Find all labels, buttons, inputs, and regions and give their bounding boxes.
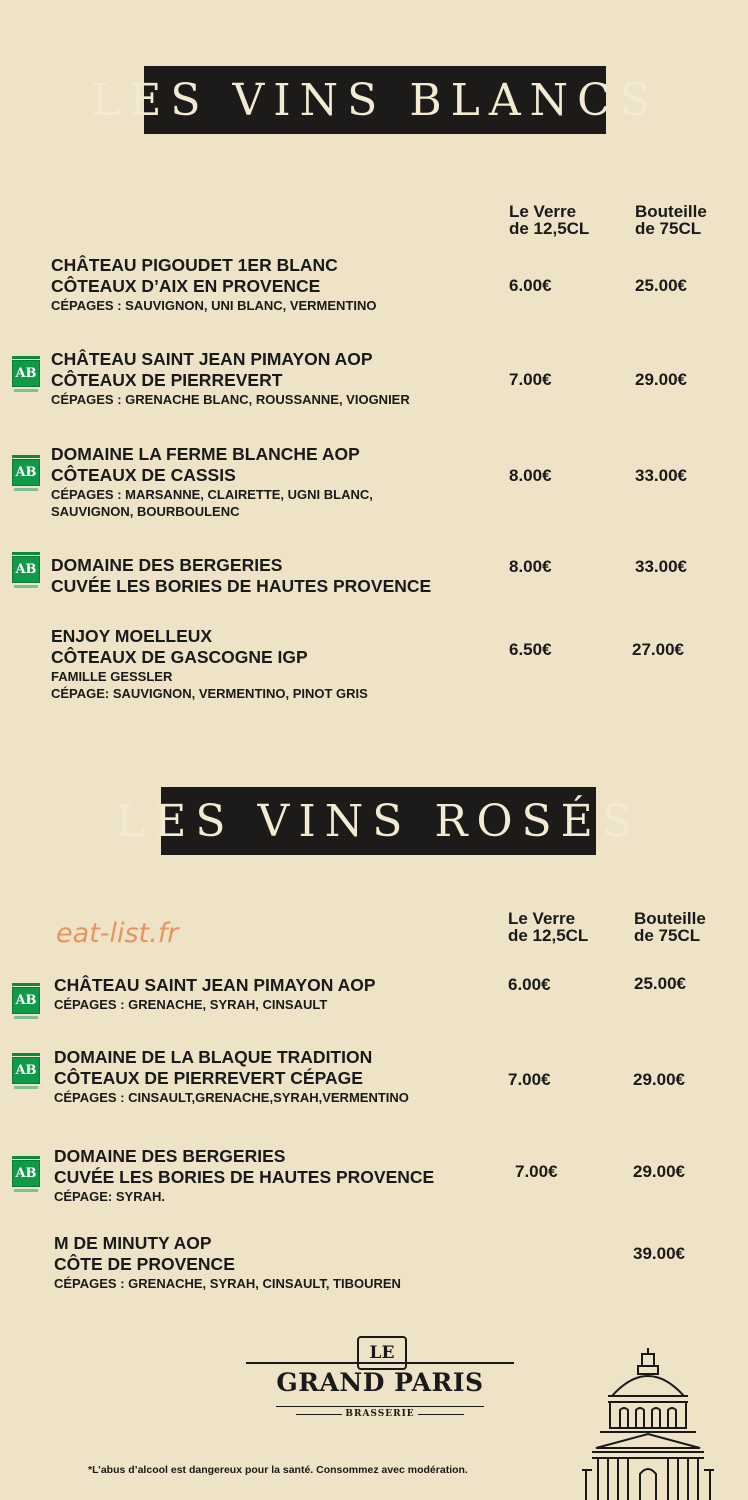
col-header-glass-line1: Le Verre [508,909,576,928]
wine-name: CHÂTEAU PIGOUDET 1ER BLANC [51,255,338,275]
wine-appellation: CUVÉE LES BORIES DE HAUTES PROVENCE [51,576,432,596]
col-header-bottle-line1: Bouteille [635,202,707,221]
organic-ab-icon [12,1156,40,1192]
brasserie-logo [246,1336,514,1420]
wine-item [51,255,377,314]
wine-grapes: CÉPAGES : GRENACHE, SYRAH, CINSAULT [54,997,328,1012]
wine-grapes: CÉPAGES : SAUVIGNON, UNI BLANC, VERMENTINO [51,298,377,313]
wine-appellation: CÔTE DE PROVENCE [54,1254,235,1274]
organic-ab-icon [12,1053,40,1089]
organic-ab-icon [12,356,40,392]
wine-item [51,349,410,408]
col-header-bottle-line2: de 75CL [635,219,702,238]
organic-ab-label: AB [12,360,40,387]
wine-grapes: CÉPAGES : GRENACHE BLANC, ROUSSANNE, VIOGNIER [51,392,410,407]
wine-producer: FAMILLE GESSLER [51,669,173,684]
price-bottle: 33.00€ [635,557,687,576]
price-bottle: 33.00€ [635,466,687,485]
price-bottle: 25.00€ [634,974,686,993]
wine-grapes: CÉPAGE: SAUVIGNON, VERMENTINO, PINOT GRIS [51,686,368,701]
price-bottle: 29.00€ [633,1162,685,1181]
price-bottle: 25.00€ [635,276,687,295]
wine-grapes: CÉPAGES : GRENACHE, SYRAH, CINSAULT, TIBOUREN [54,1276,401,1291]
col-header-glass-roses [508,910,588,944]
section-title-blancs: LES VINS BLANCS [144,66,606,134]
section-title-roses: LES VINS ROSÉS [161,787,596,855]
wine-grapes: CÉPAGES : MARSANNE, CLAIRETTE, UGNI BLANC, [51,487,373,502]
wine-name: M DE MINUTY AOP [54,1233,212,1253]
wine-name: CHÂTEAU SAINT JEAN PIMAYON AOP [51,349,373,369]
col-header-bottle-line1: Bouteille [634,909,706,928]
wine-item [51,444,373,520]
wine-appellation: CÔTEAUX DE PIERREVERT [51,370,283,390]
col-header-glass-blancs [509,203,589,237]
col-header-glass-line2: de 12,5CL [509,219,590,238]
wine-appellation: CUVÉE LES BORIES DE HAUTES PROVENCE [54,1167,435,1187]
organic-ab-label: AB [12,1057,40,1084]
organic-ab-icon [12,983,40,1019]
wine-appellation: CÔTEAUX DE CASSIS [51,465,236,485]
wine-appellation: CÔTEAUX D’AIX EN PROVENCE [51,276,321,296]
price-bottle: 29.00€ [635,370,687,389]
alcohol-disclaimer: *L’abus d’alcool est dangereux pour la santé. Consommez avec modération. [88,1464,468,1476]
wine-appellation: CÔTEAUX DE PIERREVERT CÉPAGE [54,1068,363,1088]
organic-ab-icon [12,455,40,491]
wine-name: DOMAINE DES BERGERIES [54,1146,286,1166]
wine-item [54,1233,401,1292]
price-glass: 7.00€ [509,370,552,389]
price-glass: 6.50€ [509,640,552,659]
wine-name: CHÂTEAU SAINT JEAN PIMAYON AOP [54,975,376,995]
wine-item [54,1047,409,1106]
price-glass: 8.00€ [509,466,552,485]
logo-subtitle: BRASSERIE [345,1409,415,1419]
logo-le: LE [357,1336,407,1370]
wine-name: ENJOY MOELLEUX [51,626,213,646]
price-glass: 6.00€ [509,276,552,295]
col-header-glass-line1: Le Verre [509,202,577,221]
price-glass: 7.00€ [515,1162,558,1181]
organic-ab-label: AB [12,1160,40,1187]
col-header-glass-line2: de 12,5CL [508,926,589,945]
organic-ab-label: AB [12,459,40,486]
price-glass: 7.00€ [508,1070,551,1089]
col-header-bottle-roses [634,910,706,944]
organic-ab-label: AB [12,556,40,583]
wine-grapes: CÉPAGES : CINSAULT,GRENACHE,SYRAH,VERMENTINO [54,1090,409,1105]
col-header-bottle-line2: de 75CL [634,926,701,945]
price-glass: 8.00€ [509,557,552,576]
price-bottle: 39.00€ [633,1244,685,1263]
price-glass: 6.00€ [508,975,551,994]
organic-ab-label: AB [12,987,40,1014]
wine-item [51,555,431,597]
price-bottle: 29.00€ [633,1070,685,1089]
watermark: eat-list.fr [56,918,179,949]
wine-name: DOMAINE LA FERME BLANCHE AOP [51,444,360,464]
wine-name: DOMAINE DE LA BLAQUE TRADITION [54,1047,373,1067]
organic-ab-icon [12,552,40,588]
wine-item [54,1146,434,1205]
pantheon-icon [582,1348,714,1500]
logo-name: GRAND PARIS [276,1368,484,1397]
wine-grapes-cont: SAUVIGNON, BOURBOULENC [51,504,240,519]
wine-name: DOMAINE DES BERGERIES [51,555,283,575]
wine-item [51,626,368,702]
col-header-bottle-blancs [635,203,707,237]
wine-item [54,975,376,1013]
price-bottle: 27.00€ [632,640,684,659]
wine-grapes: CÉPAGE: SYRAH. [54,1189,165,1204]
wine-appellation: CÔTEAUX DE GASCOGNE IGP [51,647,308,667]
